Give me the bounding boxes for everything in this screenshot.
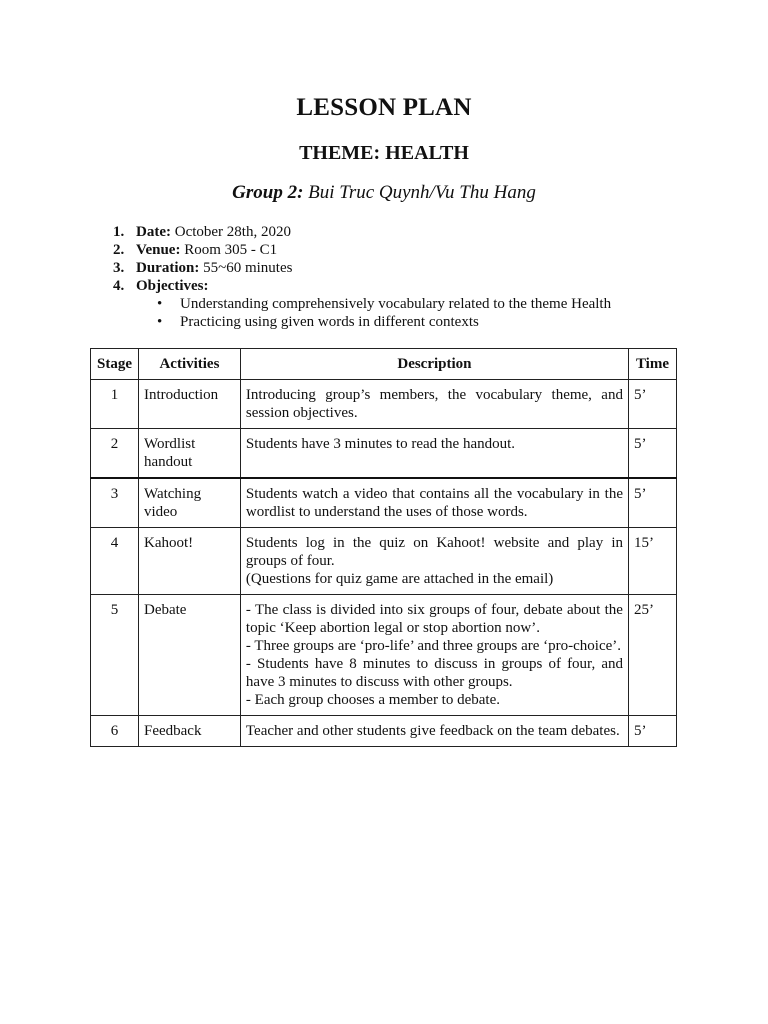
table-row: [91, 595, 677, 716]
objectives-list: [110, 295, 670, 331]
table-row: [91, 478, 677, 528]
table-row: [91, 528, 677, 595]
activity-cell: Wordlist handout: [138, 429, 240, 479]
description-cell: Teacher and other students give feedback on the team debates.: [240, 716, 628, 747]
activity-cell: Debate: [138, 595, 240, 716]
description-cell: - The class is divided into six groups of four, debate about the topic ‘Keep abortion legal or stop abortion now’. - Three groups are ‘pro-life’ and three groups are ‘pro-choice’. - Students have 8 minutes to discuss in groups of four, and have 3 minutes to discuss with other groups. - Each group chooses a member to debate.: [240, 595, 628, 716]
table-row: [91, 429, 677, 479]
theme-heading: THEME: HEALTH: [299, 142, 469, 164]
time-cell: 15’: [628, 528, 676, 595]
time-cell: 5’: [628, 429, 676, 479]
table-row: [91, 716, 677, 747]
description-cell: Students watch a video that contains all the vocabulary in the wordlist to understand the uses of those words.: [240, 478, 628, 528]
stage-cell: 2: [91, 429, 139, 479]
info-item-objectives: 4. Objectives:: [113, 278, 209, 294]
objective-item: • Practicing using given words in different contexts: [157, 314, 479, 330]
lesson-info: [110, 223, 670, 331]
bullet-icon: •: [157, 314, 163, 330]
stage-cell: 3: [91, 478, 139, 528]
header-stage: Stage: [91, 349, 139, 380]
time-cell: 25’: [628, 595, 676, 716]
activity-cell: Introduction: [138, 380, 240, 429]
header-activities: Activities: [138, 349, 240, 380]
description-cell: Introducing group’s members, the vocabulary theme, and session objectives.: [240, 380, 628, 429]
description-cell: Students have 3 minutes to read the handout.: [240, 429, 628, 479]
table-row: [91, 380, 677, 429]
group-heading: [0, 182, 768, 204]
info-item-date: 1. Date: October 28th, 2020: [113, 224, 291, 240]
stage-cell: 4: [91, 528, 139, 595]
header-time: Time: [628, 349, 676, 380]
stage-cell: 5: [91, 595, 139, 716]
lesson-plan-table: [90, 348, 677, 747]
time-cell: 5’: [628, 478, 676, 528]
info-list: [110, 223, 670, 295]
group-members: Bui Truc Quynh/Vu Thu Hang: [303, 182, 536, 203]
page-title: LESSON PLAN: [296, 94, 472, 121]
time-cell: 5’: [628, 380, 676, 429]
table-header-row: [91, 349, 677, 380]
activity-cell: Feedback: [138, 716, 240, 747]
header-description: Description: [240, 349, 628, 380]
activity-cell: Kahoot!: [138, 528, 240, 595]
objective-item: • Understanding comprehensively vocabulary related to the theme Health: [157, 296, 612, 312]
stage-cell: 1: [91, 380, 139, 429]
bullet-icon: •: [157, 296, 163, 312]
description-cell: Students log in the quiz on Kahoot! website and play in groups of four. (Questions for quiz game are attached in the email): [240, 528, 628, 595]
activity-cell: Watching video: [138, 478, 240, 528]
time-cell: 5’: [628, 716, 676, 747]
stage-cell: 6: [91, 716, 139, 747]
info-item-venue: 2. Venue: Room 305 - C1: [113, 242, 278, 258]
info-item-duration: 3. Duration: 55~60 minutes: [113, 260, 293, 276]
group-label: Group 2:: [232, 182, 304, 203]
